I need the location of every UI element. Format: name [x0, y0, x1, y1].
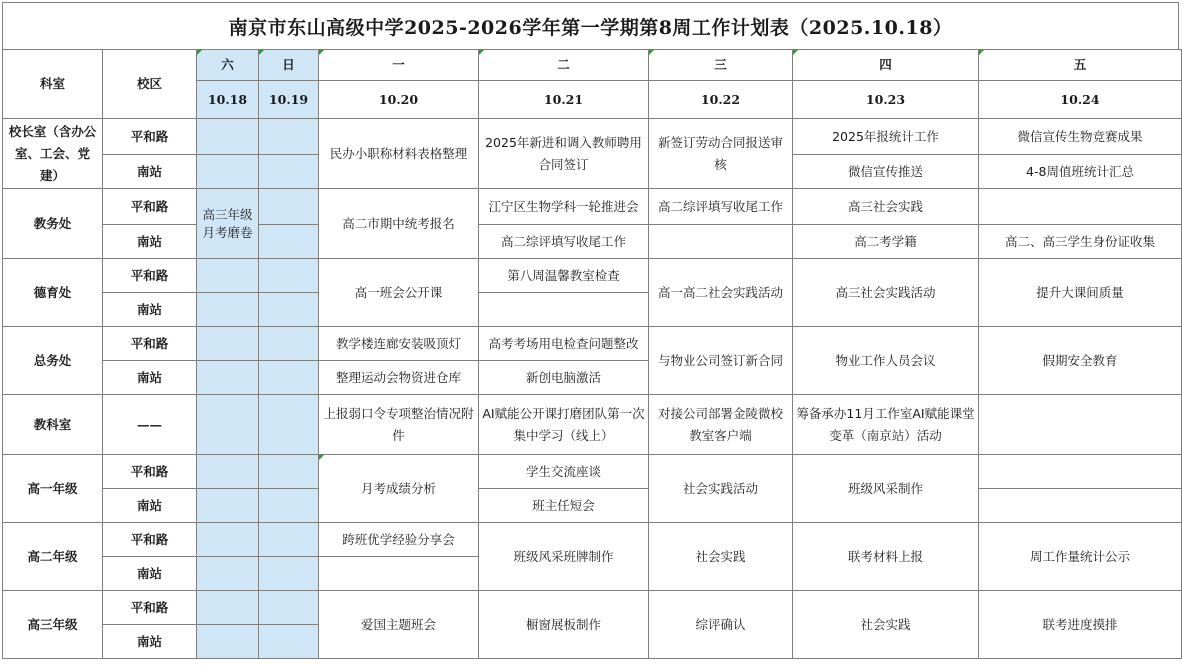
cell-fri: 提升大课间质量 — [979, 259, 1182, 327]
weekday-mon: 一 — [319, 50, 479, 81]
cell-sat — [197, 625, 259, 659]
cell-sat — [197, 455, 259, 489]
cell-sun — [259, 489, 319, 523]
dept-grade2: 高二年级 — [3, 523, 103, 591]
campus-nanzhan: 南站 — [103, 225, 197, 259]
cell-fri — [979, 189, 1182, 225]
cell-thu: 班级风采制作 — [793, 455, 979, 523]
cell-fri: 微信宣传生物竞赛成果 — [979, 119, 1182, 155]
work-plan-table — [2, 49, 1182, 659]
cell-sun — [259, 591, 319, 625]
cell-thu: 物业工作人员会议 — [793, 327, 979, 395]
dept-academic: 教务处 — [3, 189, 103, 259]
cell-tue: 班级风采班牌制作 — [479, 523, 649, 591]
cell-sun — [259, 557, 319, 591]
campus-pinghe: 平和路 — [103, 591, 197, 625]
cell-tue: 2025年新进和调入教师聘用合同签订 — [479, 119, 649, 189]
campus-header: 校区 — [103, 50, 197, 119]
weekday-sun: 日 — [259, 50, 319, 81]
cell-fri: 假期安全教育 — [979, 327, 1182, 395]
cell-tue: 第八周温馨教室检查 — [479, 259, 649, 293]
weekday-header-row — [3, 50, 1182, 81]
cell-sun — [259, 455, 319, 489]
date-wed: 10.22 — [649, 81, 793, 119]
dept-research: 教科室 — [3, 395, 103, 455]
cell-mon: 教学楼连廊安装吸顶灯 — [319, 327, 479, 361]
table-row — [3, 523, 1182, 557]
table-row — [3, 119, 1182, 155]
cell-sat — [197, 395, 259, 455]
cell-mon — [319, 557, 479, 591]
cell-sun — [259, 259, 319, 293]
cell-thu: 微信宣传推送 — [793, 155, 979, 189]
cell-sun — [259, 361, 319, 395]
cell-sun — [259, 225, 319, 259]
campus-none: —— — [103, 395, 197, 455]
table-row — [3, 591, 1182, 625]
dept-header: 科室 — [3, 50, 103, 119]
date-mon: 10.20 — [319, 81, 479, 119]
cell-sat — [197, 361, 259, 395]
cell-wed: 新签订劳动合同报送审核 — [649, 119, 793, 189]
cell-wed — [649, 225, 793, 259]
weekday-thu: 四 — [793, 50, 979, 81]
cell-wed: 对接公司部署金陵微校教室客户端 — [649, 395, 793, 455]
campus-pinghe: 平和路 — [103, 119, 197, 155]
table-row — [3, 455, 1182, 489]
cell-tue: 班主任短会 — [479, 489, 649, 523]
cell-wed: 高二综评填写收尾工作 — [649, 189, 793, 225]
cell-sun — [259, 625, 319, 659]
cell-tue: 学生交流座谈 — [479, 455, 649, 489]
campus-nanzhan: 南站 — [103, 625, 197, 659]
weekday-tue: 二 — [479, 50, 649, 81]
cell-tue: 高考考场用电检查问题整改 — [479, 327, 649, 361]
weekend-note: 高三年级月考磨卷 — [197, 189, 259, 259]
cell-fri: 联考进度摸排 — [979, 591, 1182, 659]
cell-wed: 高一高二社会实践活动 — [649, 259, 793, 327]
cell-mon: 跨班优学经验分享会 — [319, 523, 479, 557]
campus-nanzhan: 南站 — [103, 557, 197, 591]
cell-sat — [197, 489, 259, 523]
cell-sat — [197, 327, 259, 361]
cell-wed: 社会实践 — [649, 523, 793, 591]
date-sat: 10.18 — [197, 81, 259, 119]
cell-sat — [197, 523, 259, 557]
campus-nanzhan: 南站 — [103, 489, 197, 523]
campus-nanzhan: 南站 — [103, 361, 197, 395]
cell-sat — [197, 557, 259, 591]
cell-thu: 社会实践 — [793, 591, 979, 659]
cell-mon: 上报弱口令专项整治情况附件 — [319, 395, 479, 455]
cell-sat — [197, 119, 259, 155]
sheet-title: 南京市东山高级中学2025-2026学年第一学期第8周工作计划表（2025.10.18） — [2, 2, 1179, 50]
dept-grade3: 高三年级 — [3, 591, 103, 659]
cell-tue: AI赋能公开课打磨团队第一次集中学习（线上） — [479, 395, 649, 455]
cell-thu: 筹备承办11月工作室AI赋能课堂变革（南京站）活动 — [793, 395, 979, 455]
cell-thu: 高二考学籍 — [793, 225, 979, 259]
table-row — [3, 489, 1182, 523]
date-sun: 10.19 — [259, 81, 319, 119]
cell-sun — [259, 395, 319, 455]
campus-pinghe: 平和路 — [103, 455, 197, 489]
table-row — [3, 225, 1182, 259]
cell-sat — [197, 155, 259, 189]
weekday-wed: 三 — [649, 50, 793, 81]
date-tue: 10.21 — [479, 81, 649, 119]
campus-pinghe: 平和路 — [103, 189, 197, 225]
cell-thu: 高三社会实践活动 — [793, 259, 979, 327]
cell-thu: 2025年报统计工作 — [793, 119, 979, 155]
cell-mon: 高二市期中统考报名 — [319, 189, 479, 259]
weekday-sat: 六 — [197, 50, 259, 81]
cell-wed: 与物业公司签订新合同 — [649, 327, 793, 395]
cell-fri — [979, 395, 1182, 455]
dept-general: 总务处 — [3, 327, 103, 395]
date-thu: 10.23 — [793, 81, 979, 119]
table-row — [3, 395, 1182, 455]
cell-tue — [479, 293, 649, 327]
cell-sun — [259, 119, 319, 155]
table-row — [3, 189, 1182, 225]
weekday-fri: 五 — [979, 50, 1182, 81]
cell-sun — [259, 523, 319, 557]
cell-mon: 月考成绩分析 — [319, 455, 479, 523]
cell-sun — [259, 327, 319, 361]
cell-sat — [197, 591, 259, 625]
cell-sun — [259, 155, 319, 189]
campus-nanzhan: 南站 — [103, 155, 197, 189]
cell-tue: 高二综评填写收尾工作 — [479, 225, 649, 259]
date-fri: 10.24 — [979, 81, 1182, 119]
cell-sun — [259, 189, 319, 225]
cell-wed: 社会实践活动 — [649, 455, 793, 523]
campus-pinghe: 平和路 — [103, 259, 197, 293]
table-row — [3, 327, 1182, 361]
cell-wed: 综评确认 — [649, 591, 793, 659]
cell-fri — [979, 489, 1182, 523]
cell-sat — [197, 259, 259, 293]
cell-fri: 高二、高三学生身份证收集 — [979, 225, 1182, 259]
dept-principal: 校长室（含办公室、工会、党建） — [3, 119, 103, 189]
cell-mon: 整理运动会物资进仓库 — [319, 361, 479, 395]
campus-nanzhan: 南站 — [103, 293, 197, 327]
dept-moral: 德育处 — [3, 259, 103, 327]
cell-tue: 江宁区生物学科一轮推进会 — [479, 189, 649, 225]
cell-sun — [259, 293, 319, 327]
cell-sat — [197, 293, 259, 327]
cell-thu: 高三社会实践 — [793, 189, 979, 225]
cell-mon: 高一班会公开课 — [319, 259, 479, 327]
cell-fri: 周工作量统计公示 — [979, 523, 1182, 591]
cell-mon: 民办小职称材料表格整理 — [319, 119, 479, 189]
campus-pinghe: 平和路 — [103, 523, 197, 557]
table-row — [3, 259, 1182, 293]
cell-fri: 4-8周值班统计汇总 — [979, 155, 1182, 189]
cell-mon: 爱国主题班会 — [319, 591, 479, 659]
cell-fri — [979, 455, 1182, 489]
cell-tue: 新创电脑激活 — [479, 361, 649, 395]
dept-grade1: 高一年级 — [3, 455, 103, 523]
cell-tue: 橱窗展板制作 — [479, 591, 649, 659]
campus-pinghe: 平和路 — [103, 327, 197, 361]
cell-thu: 联考材料上报 — [793, 523, 979, 591]
